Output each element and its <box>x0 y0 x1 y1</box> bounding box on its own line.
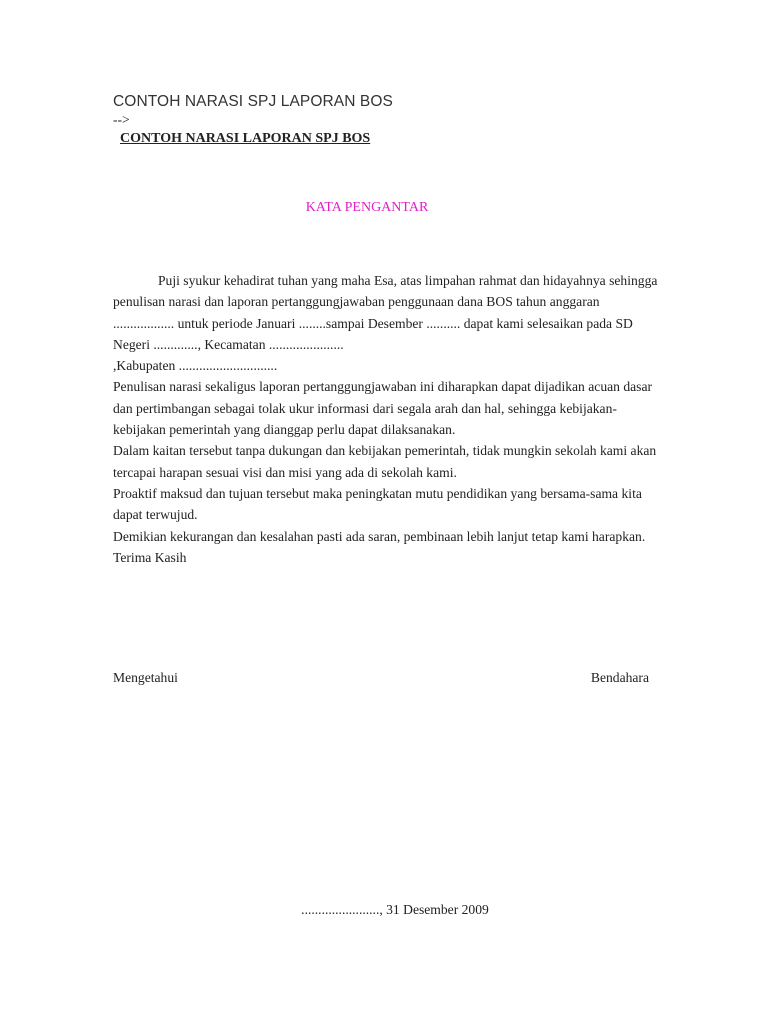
document-subtitle: CONTOH NARASI LAPORAN SPJ BOS <box>120 131 371 146</box>
section-heading <box>0 200 768 216</box>
signature-left-label: Mengetahui <box>113 670 178 685</box>
document-title: CONTOH NARASI SPJ LAPORAN BOS <box>113 93 393 110</box>
signature-row <box>113 670 649 686</box>
section-heading-text: KATA PENGANTAR <box>305 200 429 215</box>
paragraph-proactive: Proaktif maksud dan tujuan tersebut maka peningkatan mutu pendidikan yang bersama-sama kita dapat terwujud. <box>113 485 642 523</box>
paragraph-closing: Demikian kekurangan dan kesalahan pasti ada saran, pembinaan lebih lanjut tetap kami harapkan. <box>113 528 646 544</box>
paragraph-kabupaten: ,Kabupaten ............................. <box>113 358 278 374</box>
paragraph-thanks: Terima Kasih <box>113 549 187 565</box>
date-text: ......................., 31 Desember 2009 <box>301 902 489 917</box>
date-line <box>0 902 768 918</box>
signature-right-label: Bendahara <box>590 670 649 685</box>
body-text <box>113 270 658 568</box>
paragraph-purpose: Penulisan narasi sekaligus laporan pertanggungjawaban ini diharapkan dapat dijadikan acuan dasar dan pertimbangan sebagai tolak ukur informasi dari segala arah dan hal, sehingga kebijakan-kebijakan pemerintah yang dianggap perlu dapat dilaksanakan. <box>113 379 653 438</box>
arrow-text: --> <box>113 112 130 127</box>
paragraph-context: Dalam kaitan tersebut tanpa dukungan dan kebijakan pemerintah, tidak mungkin sekolah kami akan tercapai harapan sesuai visi dan misi yang ada di sekolah kami. <box>113 443 657 480</box>
paragraph-opening: Puji syukur kehadirat tuhan yang maha Esa, atas limpahan rahmat dan hidayahnya sehingga penulisan narasi dan laporan pertanggungjawaban penggunaan dana BOS tahun anggaran .................. untuk periode Januari ........sampai Desember .......... dapat kami selesaikan pada SD Negeri ............., Kecamatan ...................... <box>113 273 658 352</box>
